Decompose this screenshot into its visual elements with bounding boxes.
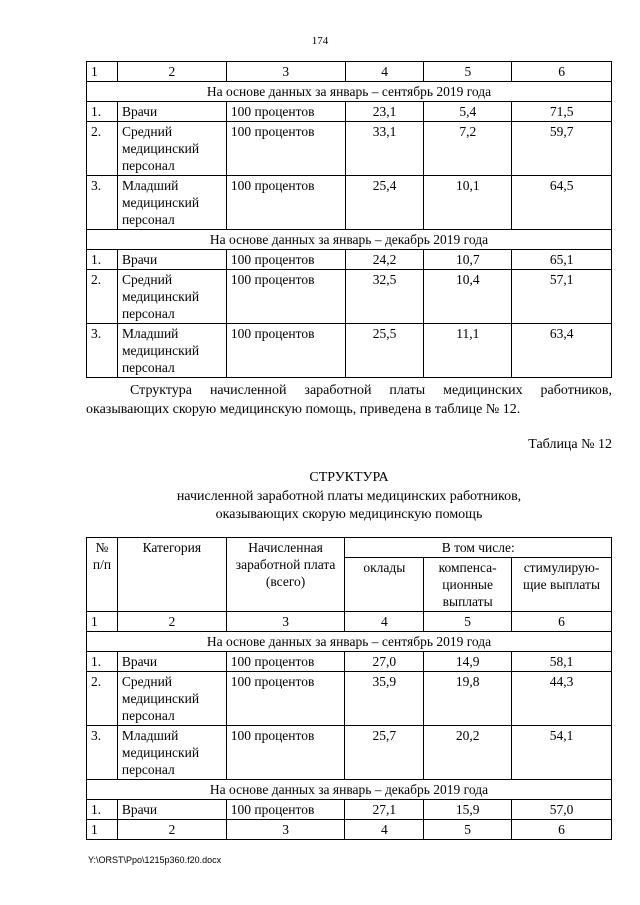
category-line: Врачи: [121, 104, 158, 119]
category-line: медицинский: [121, 745, 200, 760]
total-value: 100 процентов: [226, 176, 345, 230]
row-number: 1.: [87, 250, 118, 270]
stimulating-value: 71,5: [512, 102, 612, 122]
category-cell: [117, 324, 226, 378]
total-value: 100 процентов: [226, 250, 345, 270]
category-line: Младший: [121, 178, 179, 193]
total-value: 100 процентов: [226, 324, 345, 378]
header-category: Категория: [117, 538, 226, 612]
compensation-value: 10,1: [424, 176, 512, 230]
table-row: [87, 122, 612, 176]
table-row: [87, 652, 612, 672]
category-cell: [117, 250, 226, 270]
salary-value: 33,1: [345, 122, 424, 176]
stimulating-value: 44,3: [512, 672, 612, 726]
table-continuation: [86, 61, 612, 378]
section-heading-row: [87, 230, 612, 250]
column-number: 2: [117, 62, 226, 82]
footer-file-path: Y:\ORST\Ppo\1215p360.f20.docx: [88, 855, 222, 865]
column-number: 3: [226, 612, 345, 632]
category-line: медицинский: [121, 195, 200, 210]
stimulating-value: 57,0: [512, 800, 612, 820]
table-number-label: Таблица № 12: [528, 437, 612, 452]
column-number: 4: [345, 62, 424, 82]
salary-value: 25,5: [345, 324, 424, 378]
category-line: персонал: [121, 212, 175, 227]
table-row: [87, 324, 612, 378]
column-number: 5: [424, 62, 512, 82]
table-row: [87, 726, 612, 780]
salary-value: 35,9: [345, 672, 424, 726]
section-heading: На основе данных за январь – декабрь 2019 года: [87, 780, 612, 800]
category-cell: [117, 652, 226, 672]
row-number: 3.: [87, 324, 118, 378]
table-row: [87, 250, 612, 270]
table-row: [87, 270, 612, 324]
category-cell: [117, 102, 226, 122]
table-row: [87, 176, 612, 230]
column-number: 2: [117, 612, 226, 632]
stimulating-value: 63,4: [512, 324, 612, 378]
category-cell: [117, 270, 226, 324]
salary-value: 25,4: [345, 176, 424, 230]
row-number: 2.: [87, 122, 118, 176]
salary-value: 27,0: [345, 652, 424, 672]
column-number: 3: [226, 820, 345, 840]
category-cell: [117, 672, 226, 726]
salary-value: 32,5: [345, 270, 424, 324]
structure-table: [86, 537, 612, 840]
category-line: персонал: [121, 360, 175, 375]
salary-value: 27,1: [345, 800, 424, 820]
header-total: Начисленная заработной плата (всего): [226, 538, 345, 612]
header-num: № п/п: [87, 538, 118, 612]
structure-subtitle-line-1: начисленной заработной платы медицинских работников,: [176, 489, 522, 504]
stimulating-value: 58,1: [512, 652, 612, 672]
category-cell: [117, 176, 226, 230]
paragraph-text: Структура начисленной заработной платы медицинских работников, оказывающих скорую медицинскую помощь, приведена в таблице № 12.: [86, 383, 612, 417]
total-value: 100 процентов: [226, 122, 345, 176]
total-value: 100 процентов: [226, 652, 345, 672]
column-number-row: [87, 612, 612, 632]
column-number-row: [87, 820, 612, 840]
column-number: 4: [345, 612, 424, 632]
category-line: Младший: [121, 728, 179, 743]
column-number: 3: [226, 62, 345, 82]
row-number: 2.: [87, 270, 118, 324]
stimulating-value: 64,5: [512, 176, 612, 230]
category-line: Средний: [121, 124, 173, 139]
category-line: медицинский: [121, 289, 200, 304]
category-line: медицинский: [121, 343, 200, 358]
compensation-value: 7,2: [424, 122, 512, 176]
compensation-value: 15,9: [424, 800, 512, 820]
row-number: 3.: [87, 176, 118, 230]
section-heading: На основе данных за январь – сентябрь 2019 года: [87, 82, 612, 102]
category-line: Врачи: [121, 654, 158, 669]
column-number-row: [87, 62, 612, 82]
total-value: 100 процентов: [226, 800, 345, 820]
salary-value: 25,7: [345, 726, 424, 780]
category-line: медицинский: [121, 691, 200, 706]
table-row: [87, 672, 612, 726]
category-line: Средний: [121, 272, 173, 287]
header-salary: оклады: [345, 558, 424, 612]
section-heading: На основе данных за январь – декабрь 2019 года: [87, 230, 612, 250]
category-line: Врачи: [121, 802, 158, 817]
column-number: 4: [345, 820, 424, 840]
compensation-value: 5,4: [424, 102, 512, 122]
structure-subtitle-line-2: оказывающих скорую медицинскую помощь: [215, 507, 483, 522]
section-heading: На основе данных за январь – сентябрь 2019 года: [87, 632, 612, 652]
row-number: 2.: [87, 672, 118, 726]
stimulating-value: 59,7: [512, 122, 612, 176]
row-number: 3.: [87, 726, 118, 780]
column-number: 1: [87, 820, 118, 840]
compensation-value: 14,9: [424, 652, 512, 672]
category-line: Средний: [121, 674, 173, 689]
header-compensation: компенса-ционные выплаты: [424, 558, 512, 612]
stimulating-value: 54,1: [512, 726, 612, 780]
salary-value: 23,1: [345, 102, 424, 122]
total-value: 100 процентов: [226, 726, 345, 780]
header-stimulating: стимулирую-щие выплаты: [512, 558, 612, 612]
table-row: [87, 102, 612, 122]
column-number: 5: [424, 820, 512, 840]
paragraph: [86, 381, 612, 419]
row-number: 1.: [87, 652, 118, 672]
category-line: персонал: [121, 762, 175, 777]
total-value: 100 процентов: [226, 672, 345, 726]
stimulating-value: 57,1: [512, 270, 612, 324]
category-line: Младший: [121, 326, 179, 341]
section-heading-row: [87, 82, 612, 102]
section-heading-row: [87, 632, 612, 652]
total-value: 100 процентов: [226, 270, 345, 324]
category-line: Врачи: [121, 252, 158, 267]
table-header-row: [87, 538, 612, 558]
row-number: 1.: [87, 800, 118, 820]
stimulating-value: 65,1: [512, 250, 612, 270]
category-line: медицинский: [121, 141, 200, 156]
page-number: 174: [311, 35, 329, 47]
column-number: 1: [87, 612, 118, 632]
category-line: персонал: [121, 708, 175, 723]
category-cell: [117, 122, 226, 176]
column-number: 2: [117, 820, 226, 840]
compensation-value: 20,2: [424, 726, 512, 780]
row-number: 1.: [87, 102, 118, 122]
compensation-value: 11,1: [424, 324, 512, 378]
total-value: 100 процентов: [226, 102, 345, 122]
salary-value: 24,2: [345, 250, 424, 270]
column-number: 6: [512, 820, 612, 840]
table-row: [87, 800, 612, 820]
category-cell: [117, 726, 226, 780]
compensation-value: 10,7: [424, 250, 512, 270]
category-line: персонал: [121, 158, 175, 173]
column-number: 6: [512, 62, 612, 82]
header-including: В том числе:: [345, 538, 612, 558]
compensation-value: 10,4: [424, 270, 512, 324]
category-line: персонал: [121, 306, 175, 321]
section-heading-row: [87, 780, 612, 800]
column-number: 6: [512, 612, 612, 632]
category-cell: [117, 800, 226, 820]
compensation-value: 19,8: [424, 672, 512, 726]
structure-title: СТРУКТУРА: [309, 470, 389, 485]
column-number: 1: [87, 62, 118, 82]
column-number: 5: [424, 612, 512, 632]
